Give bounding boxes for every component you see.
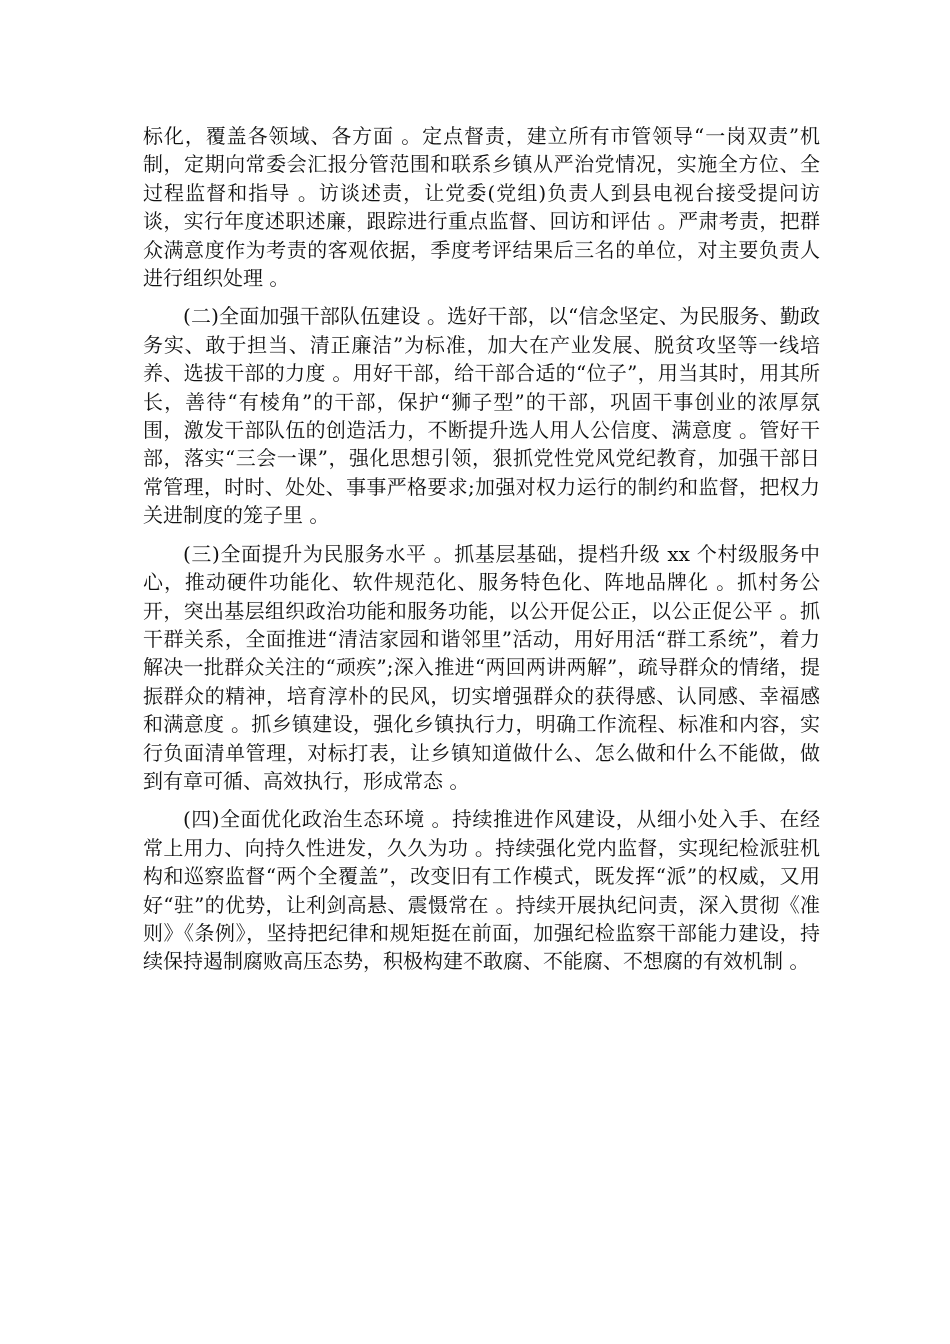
paragraph-continuation: 标化，覆盖各领域、各方面 。定点督责，建立所有市管领导“一岗双责”机制，定期向常委会汇报分管范围和联系乡镇从严治党情况，实施全方位、全过程监督和指导 。访谈述责，让党委(党组)负责人到县电视台接受提问访谈，实行年度述职述廉，跟踪进行重点监督、回访和评估 。严肃考责，把群众满意度作为考责的客观依据，季度考评结果后三名的单位，对主要负责人进行组织处理 。 [143, 124, 820, 291]
paragraph-cadre-team: (二)全面加强干部队伍建设 。选好干部，以“信念坚定、为民服务、勤政务实、敢于担当、清正廉洁”为标准，加大在产业发展、脱贫攻坚等一线培养、选拔干部的力度 。用好干部，给干部合适的“位子”，用当其时，用其所长，善待“有棱角”的干部，保护“狮子型”的干部，巩固干事创业的浓厚氛围，激发干部队伍的创造活力，不断提升选人用人公信度、满意度 。管好干部，落实“三会一课”，强化思想引领，狠抓党性党风党纪教育，加强干部日常管理，时时、处处、事事严格要求;加强对权力运行的制约和监督，把权力关进制度的笼子里 。 [143, 304, 820, 528]
document-body [143, 122, 820, 986]
paragraph-political-ecology: (四)全面优化政治生态环境 。持续推进作风建设，从细小处入手、在经常上用力、向持久性进发，久久为功 。持续强化党内监督，实现纪检派驻机构和巡察监督“两个全覆盖”，改变旧有工作模式，既发挥“派”的权威，又用好“驻”的优势，让利剑高悬、震慑常在 。持续开展执纪问责，深入贯彻《准则》《条例》，坚持把纪律和规矩挺在前面，加强纪检监察干部能力建设，持续保持遏制腐败高压态势，积极构建不敢腐、不能腐、不想腐的有效机制 。 [143, 807, 820, 974]
paragraph-public-service: (三)全面提升为民服务水平 。抓基层基础，提档升级 xx 个村级服务中心，推动硬件功能化、软件规范化、服务特色化、阵地品牌化 。抓村务公开，突出基层组织政治功能和服务功能，以公开促公正，以公正促公平 。抓干群关系，全面推进“清洁家园和谐邻里”活动，用好用活“群工系统”，着力解决一批群众关注的“顽疾”;深入推进“两回两讲两解”，疏导群众的情绪，提振群众的精神，培育淳朴的民风，切实增强群众的获得感、认同感、幸福感和满意度 。抓乡镇建设，强化乡镇执行力，明确工作流程、标准和内容，实行负面清单管理，对标打表，让乡镇知道做什么、怎么做和什么不能做，做到有章可循、高效执行，形成常态 。 [143, 541, 820, 793]
